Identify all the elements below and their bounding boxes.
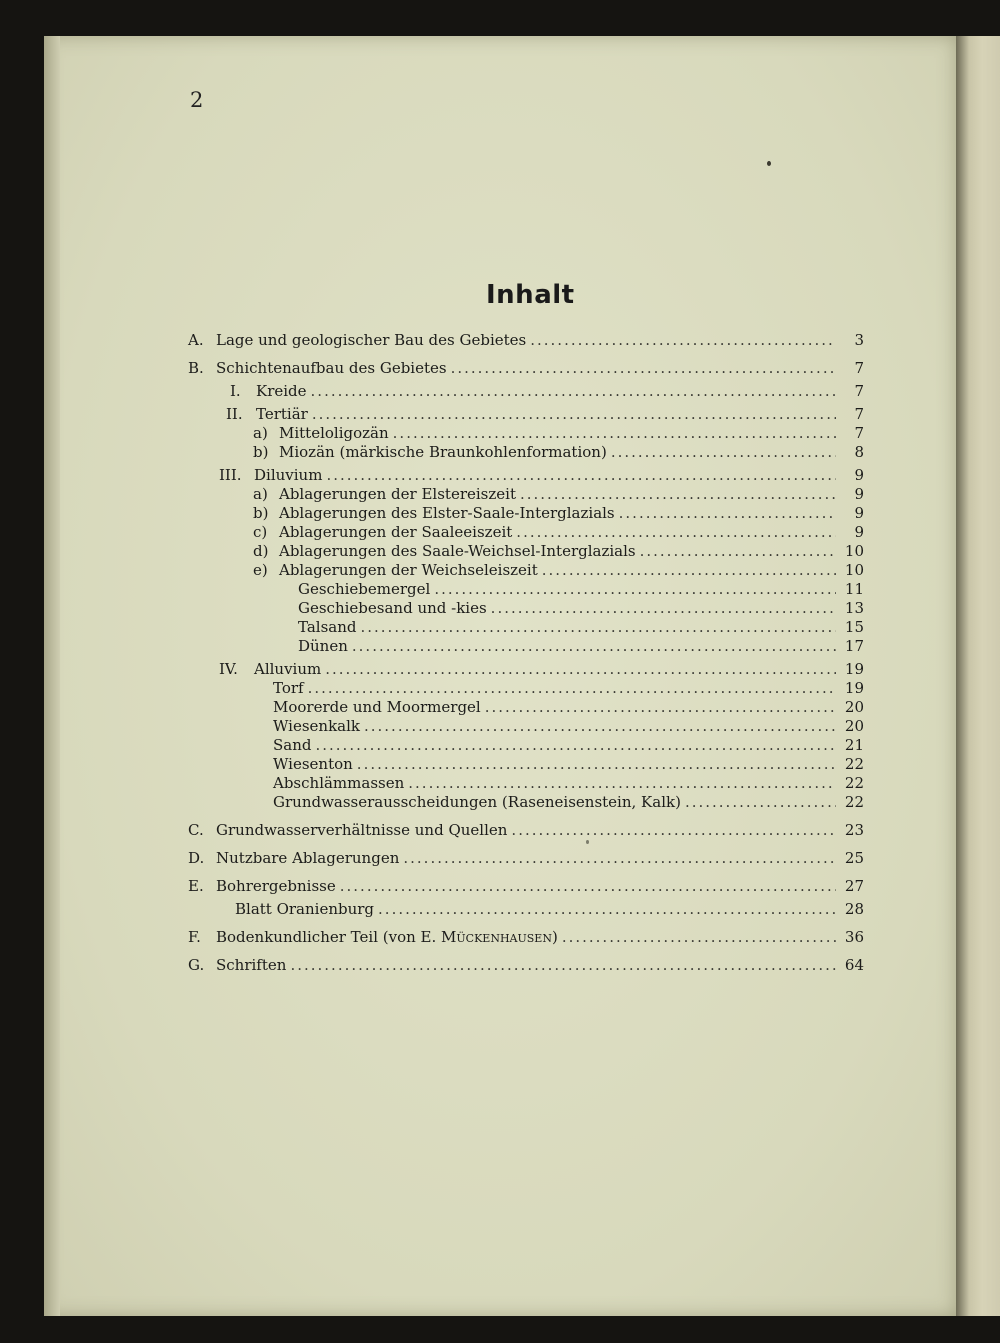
toc-entry-f[interactable] <box>188 928 864 946</box>
dot-leader <box>520 485 836 503</box>
dot-leader <box>485 698 836 716</box>
toc-entry-b-ii[interactable] <box>226 405 864 423</box>
toc-entry-g[interactable] <box>188 956 864 974</box>
dot-leader <box>640 542 836 560</box>
dot-leader <box>326 466 836 484</box>
dot-leader <box>542 561 836 579</box>
toc-entry-label <box>188 821 507 839</box>
toc-entry-geschiebesand[interactable] <box>298 599 864 617</box>
toc-entry-wiesenkalk[interactable] <box>273 717 864 735</box>
dot-leader <box>315 736 836 754</box>
toc-entry-grundwasserausscheidungen[interactable] <box>273 793 864 811</box>
toc-marker: C. <box>188 821 204 839</box>
toc-text: Talsand <box>298 618 357 636</box>
toc-page-number: 25 <box>844 849 864 867</box>
toc-page-number: 9 <box>854 485 864 503</box>
toc-text: Geschiebesand und -kies <box>298 599 487 617</box>
toc-page-number: 23 <box>844 821 864 839</box>
toc-page-number: 7 <box>854 424 864 442</box>
toc-entry-duenen[interactable] <box>298 637 864 655</box>
toc-text: Schichtenaufbau des Gebietes <box>216 359 447 377</box>
dot-leader <box>530 331 836 349</box>
toc-page-number: 7 <box>854 382 864 400</box>
dot-leader <box>364 717 836 735</box>
toc-text: Schriften <box>216 956 287 974</box>
toc-text: Abschlämmassen <box>273 774 405 792</box>
toc-page-number: 22 <box>844 793 864 811</box>
dot-leader <box>311 382 836 400</box>
toc-entry-a[interactable] <box>188 331 864 349</box>
toc-marker: d) <box>253 542 269 560</box>
dot-leader <box>491 599 836 617</box>
toc-marker: c) <box>253 523 268 541</box>
toc-page-number: 22 <box>844 774 864 792</box>
toc-marker: F. <box>188 928 201 946</box>
toc-entry-label <box>253 504 615 522</box>
toc-marker: I. <box>230 382 241 400</box>
toc-text: Mitteloligozän <box>279 424 389 442</box>
toc-marker: A. <box>188 331 204 349</box>
toc-page-number: 13 <box>844 599 864 617</box>
dot-leader <box>516 523 836 541</box>
toc-entry-wiesenton[interactable] <box>273 755 864 773</box>
toc-entry-b[interactable] <box>188 359 864 377</box>
toc-marker: IV. <box>219 660 238 678</box>
toc-entry-label <box>219 466 322 484</box>
toc-text: Bohrergebnisse <box>216 877 336 895</box>
toc-page-number: 11 <box>844 580 864 598</box>
toc-entry-b-iii[interactable] <box>219 466 864 484</box>
toc-page-number: 19 <box>844 660 864 678</box>
toc-marker: B. <box>188 359 204 377</box>
toc-text: Grundwasserverhältnisse und Quellen <box>216 821 508 839</box>
toc-page-number: 27 <box>844 877 864 895</box>
toc-marker: D. <box>188 849 205 867</box>
toc-marker: e) <box>253 561 268 579</box>
toc-entry-d[interactable] <box>188 849 864 867</box>
toc-text: Ablagerungen des Saale-Weichsel-Interglazials <box>279 542 636 560</box>
toc-entry-label <box>188 331 526 349</box>
dot-leader <box>511 821 836 839</box>
dot-leader <box>290 956 836 974</box>
toc-entry-label <box>253 523 512 541</box>
dot-leader <box>340 877 836 895</box>
toc-page-number: 7 <box>854 359 864 377</box>
dot-leader <box>562 928 836 946</box>
toc-page-number: 28 <box>844 900 864 918</box>
dot-leader <box>360 618 836 636</box>
toc-entry-blatt-oranienburg[interactable] <box>235 900 864 918</box>
dot-leader <box>434 580 836 598</box>
toc-text: Ablagerungen der Elstereiszeit <box>279 485 516 503</box>
toc-page-number: 15 <box>844 618 864 636</box>
toc-entry-label <box>219 660 321 678</box>
dot-leader <box>352 637 836 655</box>
toc-text: Ablagerungen der Saaleeiszeit <box>279 523 513 541</box>
toc-text: Grundwasserausscheidungen (Raseneisenstein, Kalk) <box>273 793 681 811</box>
toc-entry-label <box>253 561 538 579</box>
toc-page-number: 9 <box>854 523 864 541</box>
toc-entry-geschiebemergel[interactable] <box>298 580 864 598</box>
toc-text: Nutzbare Ablagerungen <box>216 849 400 867</box>
dot-leader <box>408 774 836 792</box>
toc-text: Lage und geologischer Bau des Gebietes <box>216 331 527 349</box>
toc-text: Dünen <box>298 637 348 655</box>
toc-marker: a) <box>253 485 268 503</box>
toc-text: Sand <box>273 736 312 754</box>
toc-entry-label <box>230 382 307 400</box>
toc-entry-label <box>253 443 607 461</box>
toc-entry-b-i[interactable] <box>230 382 864 400</box>
toc-entry-label <box>253 424 389 442</box>
dot-leader <box>308 679 836 697</box>
dot-leader <box>451 359 836 377</box>
page-number: 2 <box>190 88 204 112</box>
toc-page-number: 36 <box>844 928 864 946</box>
toc-text: Miozän (märkische Braunkohlenformation) <box>279 443 607 461</box>
toc-entry-b-iii-c[interactable] <box>253 523 864 541</box>
dot-leader <box>357 755 836 773</box>
toc-entry-b-iii-b[interactable] <box>253 504 864 522</box>
toc-entry-b-ii-a[interactable] <box>253 424 864 442</box>
dot-leader <box>378 900 836 918</box>
toc-page-number: 9 <box>854 504 864 522</box>
toc-entry-e[interactable] <box>188 877 864 895</box>
toc-text: Ablagerungen des Elster-Saale-Interglazials <box>279 504 615 522</box>
toc-page-number: 9 <box>854 466 864 484</box>
toc-text: Diluvium <box>254 466 323 484</box>
toc-entry-label <box>226 405 308 423</box>
toc-text: Blatt Oranienburg <box>235 900 375 918</box>
toc-page-number: 10 <box>844 542 864 560</box>
toc-entry-moorerde[interactable] <box>273 698 864 716</box>
toc-entry-c[interactable] <box>188 821 864 839</box>
toc-marker: E. <box>188 877 204 895</box>
toc-page-number: 10 <box>844 561 864 579</box>
toc-entry-label <box>188 956 286 974</box>
toc-marker: G. <box>188 956 205 974</box>
toc-entry-abschlaemmassen[interactable] <box>273 774 864 792</box>
toc-entry-b-iii-d[interactable] <box>253 542 864 560</box>
toc-page-number: 17 <box>844 637 864 655</box>
dot-leader <box>611 443 836 461</box>
toc-page-number: 8 <box>854 443 864 461</box>
toc-text: Wiesenkalk <box>273 717 360 735</box>
toc-page-number: 3 <box>854 331 864 349</box>
toc-marker: II. <box>226 405 243 423</box>
dot-leader <box>325 660 836 678</box>
toc-page-number: 19 <box>844 679 864 697</box>
toc-page-number: 21 <box>844 736 864 754</box>
toc-page-number: 64 <box>844 956 864 974</box>
toc-entry-label <box>188 849 399 867</box>
toc-text: Moorerde und Moormergel <box>273 698 481 716</box>
toc-page-number: 20 <box>844 717 864 735</box>
toc-text: Torf <box>273 679 304 697</box>
toc-entry-b-iii-e[interactable] <box>253 561 864 579</box>
dot-leader <box>312 405 836 423</box>
toc-text: ) <box>551 928 558 946</box>
toc-entry-sand[interactable] <box>273 736 864 754</box>
toc-entry-b-iv[interactable] <box>219 660 864 678</box>
toc-marker: b) <box>253 443 269 461</box>
toc-text: Wiesenton <box>273 755 353 773</box>
toc-marker: a) <box>253 424 268 442</box>
toc-page-number: 20 <box>844 698 864 716</box>
toc-text: Kreide <box>256 382 307 400</box>
toc-entry-torf[interactable] <box>273 679 864 697</box>
dot-leader <box>619 504 836 522</box>
toc-text: Ablagerungen der Weichseleiszeit <box>279 561 538 579</box>
toc-text: Geschiebemergel <box>298 580 431 598</box>
toc-entry-label <box>188 877 336 895</box>
toc-entry-label <box>253 485 516 503</box>
toc-entry-label <box>188 928 558 946</box>
toc-text: Bodenkundlicher Teil (von E. <box>216 928 442 946</box>
toc-entry-label <box>188 359 447 377</box>
dot-leader <box>685 793 836 811</box>
toc-marker: b) <box>253 504 269 522</box>
toc-entry-talsand[interactable] <box>298 618 864 636</box>
dot-leader <box>403 849 836 867</box>
toc-text: Alluvium <box>254 660 322 678</box>
toc-marker: III. <box>219 466 242 484</box>
toc-page-number: 7 <box>854 405 864 423</box>
toc-text: Tertiär <box>256 405 308 423</box>
toc-entry-b-ii-b[interactable] <box>253 443 864 461</box>
toc-entry-label <box>253 542 636 560</box>
toc-entry-b-iii-a[interactable] <box>253 485 864 503</box>
toc-page-number: 22 <box>844 755 864 773</box>
toc-author-name: Mückenhausen <box>441 928 552 946</box>
page-title: Inhalt <box>486 280 575 310</box>
dot-leader <box>393 424 836 442</box>
